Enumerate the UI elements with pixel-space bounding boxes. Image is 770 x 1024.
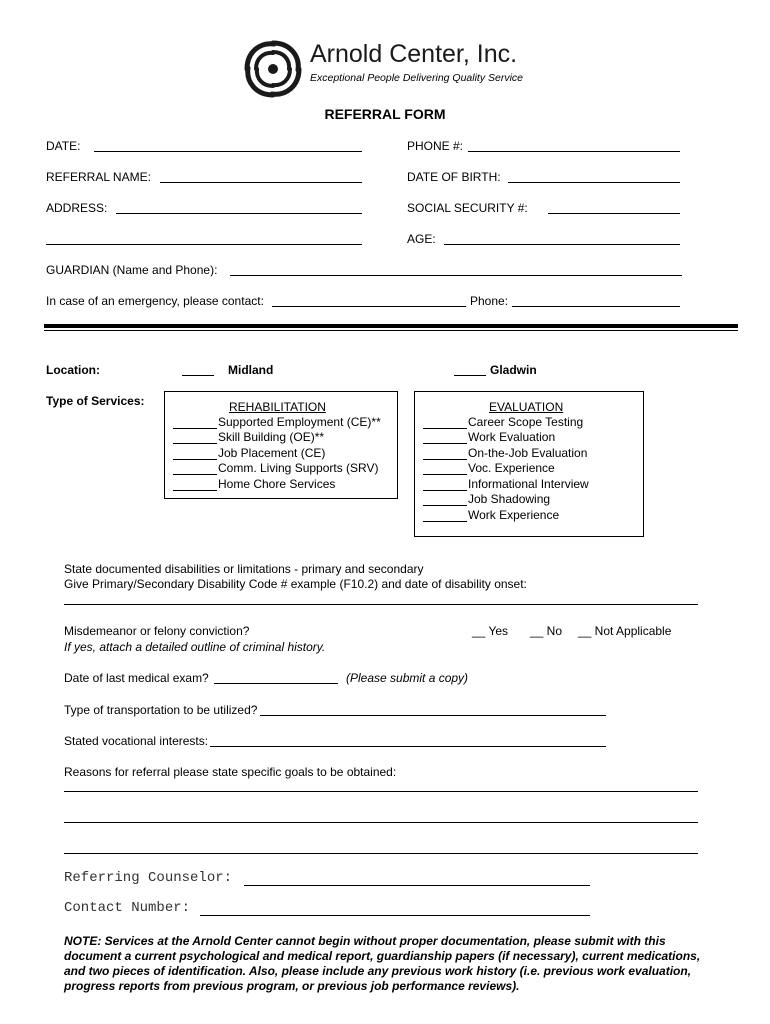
address-field[interactable] bbox=[116, 213, 362, 214]
option-blank[interactable] bbox=[423, 478, 467, 491]
phone-field[interactable] bbox=[468, 151, 680, 152]
conviction-no-option[interactable]: __ No bbox=[530, 624, 563, 638]
location-gladwin-label: Gladwin bbox=[490, 363, 537, 377]
option-blank[interactable] bbox=[173, 447, 217, 460]
conviction-na-option[interactable]: __ Not Applicable bbox=[578, 624, 672, 638]
disability-line-2: Give Primary/Secondary Disability Code # example (F10.2) and date of disability onset: bbox=[64, 577, 527, 591]
date-of-birth-field[interactable] bbox=[508, 182, 680, 183]
referral-name-label: REFERRAL NAME: bbox=[46, 170, 151, 184]
medical-exam-note: (Please submit a copy) bbox=[346, 671, 469, 685]
referring-counselor-label: Referring Counselor: bbox=[64, 870, 233, 886]
emergency-phone-field[interactable] bbox=[512, 306, 680, 307]
option-blank[interactable] bbox=[423, 509, 467, 522]
guardian-field[interactable] bbox=[230, 275, 682, 276]
rehab-option[interactable]: Home Chore Services bbox=[173, 477, 335, 491]
services-label: Type of Services: bbox=[46, 394, 145, 408]
option-blank[interactable] bbox=[173, 462, 217, 475]
option-blank[interactable] bbox=[423, 462, 467, 475]
location-midland-label: Midland bbox=[228, 363, 274, 377]
disability-line-1: State documented disabilities or limitations - primary and secondary bbox=[64, 562, 424, 576]
eval-option[interactable]: Work Experience bbox=[423, 508, 559, 522]
section-divider-thin bbox=[44, 330, 738, 331]
eval-option[interactable]: Work Evaluation bbox=[423, 430, 555, 444]
referral-reasons-field[interactable] bbox=[64, 853, 698, 854]
date-label: DATE: bbox=[46, 139, 81, 153]
contact-number-field[interactable] bbox=[200, 915, 590, 916]
ssn-label: SOCIAL SECURITY #: bbox=[407, 201, 528, 215]
option-blank[interactable] bbox=[173, 478, 217, 491]
address-label: ADDRESS: bbox=[46, 201, 108, 215]
swirl-logo-icon bbox=[242, 38, 304, 100]
location-gladwin-checkbox[interactable] bbox=[454, 375, 486, 376]
evaluation-title: EVALUATION bbox=[489, 400, 564, 414]
rehab-option[interactable]: Skill Building (OE)** bbox=[173, 430, 324, 444]
rehab-option[interactable]: Comm. Living Supports (SRV) bbox=[173, 461, 379, 475]
company-tagline: Exceptional People Delivering Quality Service bbox=[310, 72, 524, 84]
emergency-phone-label: Phone: bbox=[470, 294, 509, 308]
referral-reasons-label: Reasons for referral please state specific goals to be obtained: bbox=[64, 765, 397, 779]
referring-counselor-field[interactable] bbox=[244, 885, 590, 886]
location-midland-checkbox[interactable] bbox=[182, 375, 214, 376]
section-divider bbox=[44, 324, 738, 328]
rehab-option[interactable]: Job Placement (CE) bbox=[173, 446, 325, 460]
form-title: REFERRAL FORM bbox=[324, 106, 446, 122]
emergency-contact-label: In case of an emergency, please contact: bbox=[46, 294, 264, 308]
vocational-interests-label: Stated vocational interests: bbox=[64, 734, 209, 748]
referral-name-field[interactable] bbox=[160, 182, 362, 183]
location-label: Location: bbox=[46, 363, 100, 377]
eval-option[interactable]: Career Scope Testing bbox=[423, 415, 583, 429]
transportation-field[interactable] bbox=[260, 715, 606, 716]
referral-reasons-field[interactable] bbox=[64, 791, 698, 792]
rehabilitation-title: REHABILITATION bbox=[229, 400, 326, 414]
eval-option[interactable]: Voc. Experience bbox=[423, 461, 555, 475]
vocational-interests-field[interactable] bbox=[210, 746, 606, 747]
eval-option[interactable]: Informational Interview bbox=[423, 477, 589, 491]
option-blank[interactable] bbox=[173, 416, 217, 429]
documentation-note: NOTE: Services at the Arnold Center cannot begin without proper documentation, please submit with this document a current psychological and medical report, guardianship papers (if necessary), current medications, and two pieces of identification. Also, please include any previous work history (i.e. previous work evaluation, progress reports from previous program, or previous job performance reviews). bbox=[64, 934, 701, 993]
option-blank[interactable] bbox=[423, 447, 467, 460]
evaluation-box bbox=[414, 391, 644, 537]
medical-exam-field[interactable] bbox=[214, 683, 338, 684]
option-blank[interactable] bbox=[423, 416, 467, 429]
ssn-field[interactable] bbox=[548, 213, 680, 214]
eval-option[interactable]: On-the-Job Evaluation bbox=[423, 446, 587, 460]
conviction-yes-option[interactable]: __ Yes bbox=[472, 624, 509, 638]
date-of-birth-label: DATE OF BIRTH: bbox=[407, 170, 501, 184]
transportation-label: Type of transportation to be utilized? bbox=[64, 703, 258, 717]
contact-number-label: Contact Number: bbox=[64, 900, 191, 916]
medical-exam-label: Date of last medical exam? bbox=[64, 671, 209, 685]
option-blank[interactable] bbox=[173, 431, 217, 444]
age-field[interactable] bbox=[444, 244, 680, 245]
rehab-option[interactable]: Supported Employment (CE)** bbox=[173, 415, 381, 429]
option-blank[interactable] bbox=[423, 493, 467, 506]
date-field[interactable] bbox=[94, 151, 362, 152]
referral-reasons-field[interactable] bbox=[64, 822, 698, 823]
age-label: AGE: bbox=[407, 232, 436, 246]
conviction-question: Misdemeanor or felony conviction? bbox=[64, 624, 250, 638]
rehabilitation-box bbox=[164, 391, 398, 499]
phone-label: PHONE #: bbox=[407, 139, 464, 153]
emergency-contact-field[interactable] bbox=[272, 306, 466, 307]
guardian-label: GUARDIAN (Name and Phone): bbox=[46, 263, 218, 277]
option-blank[interactable] bbox=[423, 431, 467, 444]
disability-field[interactable] bbox=[64, 604, 698, 605]
eval-option[interactable]: Job Shadowing bbox=[423, 492, 550, 506]
conviction-note: If yes, attach a detailed outline of criminal history. bbox=[64, 640, 326, 654]
address-field-line-2[interactable] bbox=[46, 244, 362, 245]
company-name: Arnold Center, Inc. bbox=[310, 40, 518, 68]
